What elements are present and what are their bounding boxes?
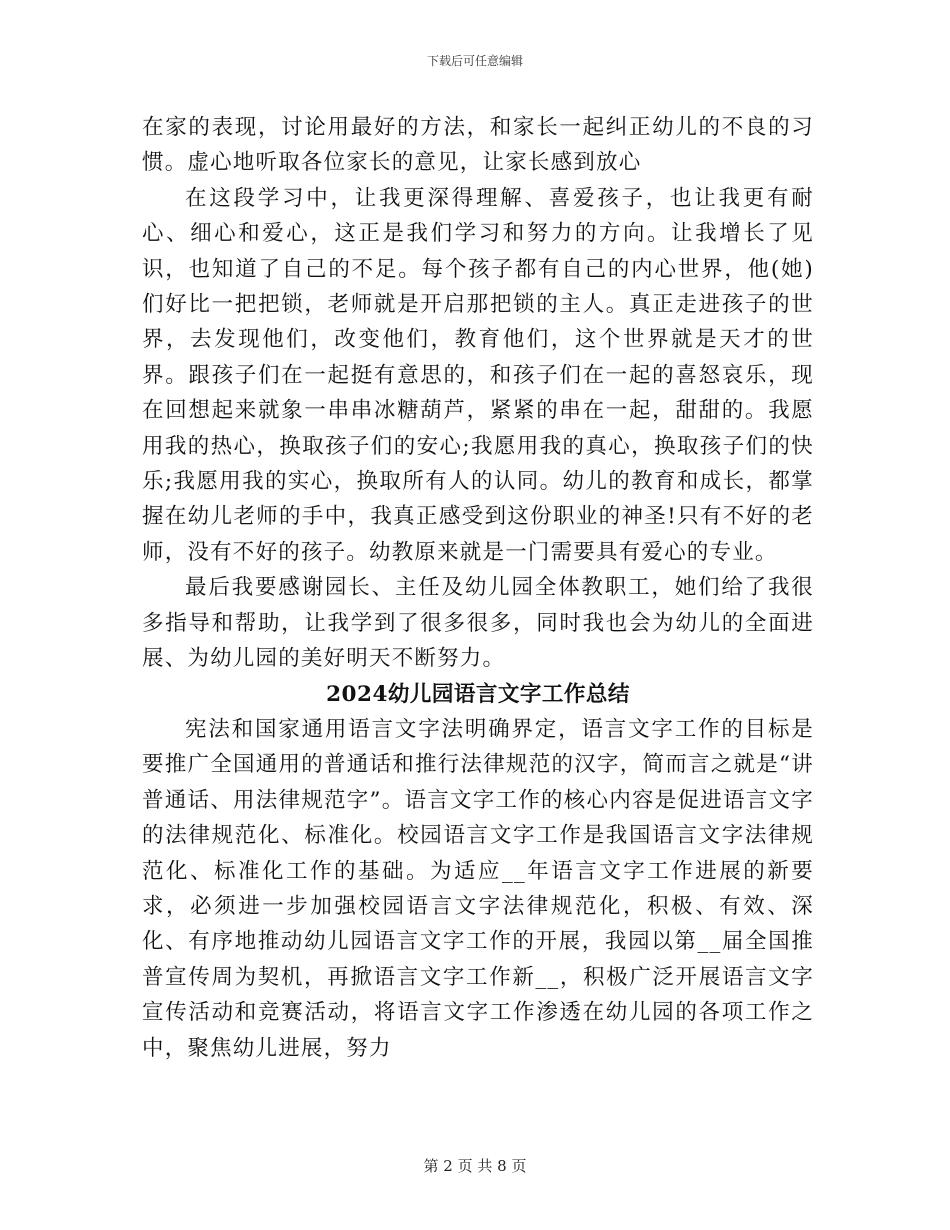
paragraph-continuation: 在家的表现，讨论用最好的方法，和家长一起纠正幼儿的不良的习惯。虚心地听取各位家长的意见，让家长感到放心	[142, 115, 814, 176]
page-number-footer: 第 2 页 共 8 页	[423, 1157, 527, 1175]
paragraph-thanks: 最后我要感谢园长、主任及幼儿园全体教职工，她们给了我很多指导和帮助，让我学到了很多很多，同时我也会为幼儿的全面进展、为幼儿园的美好明天不断努力。	[142, 575, 814, 672]
section-title: 2024幼儿园语言文字工作总结	[326, 681, 630, 707]
page-header-note: 下载后可任意编辑	[426, 54, 523, 68]
paragraph-language-work: 宪法和国家通用语言文字法明确界定，语言文字工作的目标是要推广全国通用的普通话和推行法律规范的汉字，简而言之就是“讲普通话、用法律规范字”。语言文字工作的核心内容是促进语言文字的法律规范化、标准化。校园语言文字工作是我国语言文字法律规范化、标准化工作的基础。为适应__年语言文字工作进展的新要求，必须进一步加强校园语言文字法律规范化，积极、有效、深化、有序地推动幼儿园语言文字工作的开展，我园以第__届全国推普宣传周为契机，再掀语言文字工作新__，积极广泛开展语言文字宣传活动和竞赛活动，将语言文字工作渗透在幼儿园的各项工作之中，聚焦幼儿进展，努力	[142, 716, 814, 1061]
paragraph-learning-reflection: 在这段学习中，让我更深得理解、喜爱孩子，也让我更有耐心、细心和爱心，这正是我们学习和努力的方向。让我增长了见识，也知道了自己的不足。每个孩子都有自己的内心世界，他(她)们好比一把把锁，老师就是开启那把锁的主人。真正走进孩子的世界，去发现他们，改变他们，教育他们，这个世界就是天才的世界。跟孩子们在一起挺有意思的，和孩子们在一起的喜怒哀乐，现在回想起来就象一串串冰糖葫芦，紧紧的串在一起，甜甜的。我愿用我的热心，换取孩子们的安心;我愿用我的真心，换取孩子们的快乐;我愿用我的实心，换取所有人的认同。幼儿的教育和成长，都掌握在幼儿老师的手中，我真正感受到这份职业的神圣!只有不好的老师，没有不好的孩子。幼教原来就是一门需要具有爱心的专业。	[142, 185, 814, 565]
document-body	[142, 110, 814, 1066]
